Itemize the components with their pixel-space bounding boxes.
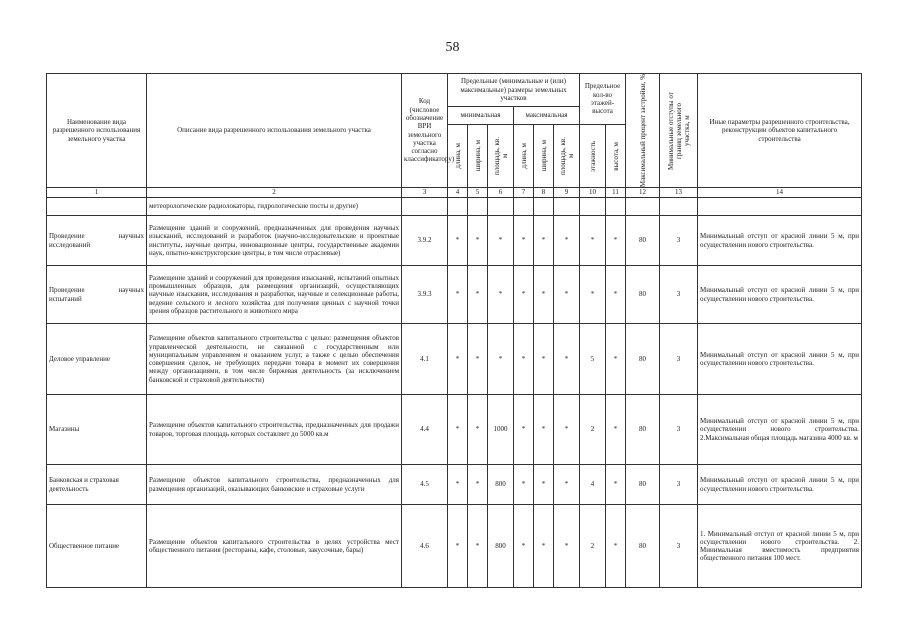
height: * xyxy=(606,216,626,266)
header-min-area: площадь, кв. м xyxy=(488,125,514,188)
min-setback: 3 xyxy=(660,216,698,266)
min-setback: 3 xyxy=(660,266,698,324)
header-description: Описание вида разрешенного использования земельного участка xyxy=(147,74,402,188)
storeys: 2 xyxy=(580,395,606,465)
use-code: 4.4 xyxy=(402,395,448,465)
min-width: * xyxy=(468,505,488,588)
storeys: 2 xyxy=(580,505,606,588)
min-length: * xyxy=(448,505,468,588)
header-min-length: длина, м xyxy=(448,125,468,188)
max-area: * xyxy=(554,216,580,266)
max-area: * xyxy=(554,465,580,505)
height: * xyxy=(606,395,626,465)
use-code: 3.9.2 xyxy=(402,216,448,266)
header-floors-height: Предельное кол-во этажей-высота xyxy=(580,74,626,125)
max-building-percent: 80 xyxy=(626,395,660,465)
max-width: * xyxy=(534,465,554,505)
table-row xyxy=(47,216,862,266)
max-area xyxy=(554,198,580,216)
other-parameters xyxy=(698,198,862,216)
max-area: * xyxy=(554,395,580,465)
max-length: * xyxy=(514,465,534,505)
column-number: 4 xyxy=(448,188,468,198)
table-row xyxy=(47,266,862,324)
header-max-length: длина, м xyxy=(514,125,534,188)
max-width: * xyxy=(534,395,554,465)
use-name: Банковская и страховая деятельность xyxy=(47,465,147,505)
other-parameters: Минимальный отступ от красной линии 5 м, при осуществлении нового строительства. xyxy=(698,324,862,395)
use-description: Размещение объектов капитального строительства, предназначенных для продажи товаров, торговая площадь которых составляет до 5000 кв.м xyxy=(147,395,402,465)
max-length xyxy=(514,198,534,216)
storeys xyxy=(580,198,606,216)
min-length: * xyxy=(448,266,468,324)
height xyxy=(606,198,626,216)
other-parameters: Минимальный отступ от красной линии 5 м, при осуществлении нового строительства. xyxy=(698,266,862,324)
min-area xyxy=(488,198,514,216)
min-length: * xyxy=(448,465,468,505)
use-description: Размещение объектов капитального строительства, предназначенных для размещения организаций, оказывающих банковские и страховые услуги xyxy=(147,465,402,505)
column-number: 2 xyxy=(147,188,402,198)
max-building-percent: 80 xyxy=(626,465,660,505)
table-row xyxy=(47,198,862,216)
min-width: * xyxy=(468,216,488,266)
use-name: Проведение научных исследований xyxy=(47,216,147,266)
height: * xyxy=(606,324,626,395)
header-code: Код (числовое обозначение ВРИ земельного участка согласно классификатору) xyxy=(402,74,448,188)
min-area: 1000 xyxy=(488,395,514,465)
column-number: 9 xyxy=(554,188,580,198)
min-width: * xyxy=(468,395,488,465)
other-parameters: Минимальный отступ от красной линии 5 м, при осуществлении нового строительства. xyxy=(698,465,862,505)
use-description: Размещение объектов капитального строительства в целях устройства мест общественного питания (рестораны, кафе, столовые, закусочные, бары) xyxy=(147,505,402,588)
header-min-width: ширина, м xyxy=(468,125,488,188)
header-plot-sizes: Предельные (минимальные и (или) максимальные) размеры земельных участков xyxy=(448,74,580,107)
storeys: * xyxy=(580,266,606,324)
column-number: 14 xyxy=(698,188,862,198)
column-number: 3 xyxy=(402,188,448,198)
min-setback xyxy=(660,198,698,216)
column-number: 11 xyxy=(606,188,626,198)
use-description: Размещение зданий и сооружений, предназначенных для проведения научных изысканий, исследований и разработок (научно-исследовательские и проектные институты, научные центры, инновационные центры, государственные академии наук, опытно-конструкторские центры, в том числе отраслевые) xyxy=(147,216,402,266)
height: * xyxy=(606,505,626,588)
min-length: * xyxy=(448,324,468,395)
min-area: * xyxy=(488,324,514,395)
max-length: * xyxy=(514,324,534,395)
max-width: * xyxy=(534,505,554,588)
max-building-percent: 80 xyxy=(626,505,660,588)
header-max-building-percent: Максимальный процент застройки, % xyxy=(626,74,660,188)
other-parameters: Минимальный отступ от красной линии 5 м, при осуществлении нового строительства. 2.Максимальная общая площадь магазина 4000 кв. м xyxy=(698,395,862,465)
header-min-setbacks: Минимальные отступы от границ земельного участка, м xyxy=(660,74,698,188)
min-length: * xyxy=(448,395,468,465)
land-use-regulations-table xyxy=(46,73,862,588)
min-width: * xyxy=(468,324,488,395)
header-other-parameters: Иные параметры разрешенного строительства, реконструкции объектов капитального строительства xyxy=(698,74,862,188)
max-width: * xyxy=(534,266,554,324)
min-setback: 3 xyxy=(660,395,698,465)
use-code: 3.9.3 xyxy=(402,266,448,324)
column-number: 5 xyxy=(468,188,488,198)
min-width: * xyxy=(468,266,488,324)
header-minimum: минимальная xyxy=(448,106,514,124)
column-number: 6 xyxy=(488,188,514,198)
column-number: 8 xyxy=(534,188,554,198)
header-height: высота, м xyxy=(606,125,626,188)
min-width: * xyxy=(468,465,488,505)
use-code: 4.6 xyxy=(402,505,448,588)
max-width: * xyxy=(534,216,554,266)
use-code xyxy=(402,198,448,216)
min-length xyxy=(448,198,468,216)
table-row xyxy=(47,505,862,588)
height: * xyxy=(606,465,626,505)
max-area: * xyxy=(554,324,580,395)
max-length: * xyxy=(514,216,534,266)
table-row xyxy=(47,395,862,465)
page-number: 58 xyxy=(445,40,460,55)
table-row xyxy=(47,465,862,505)
min-length: * xyxy=(448,216,468,266)
max-width: * xyxy=(534,324,554,395)
max-building-percent: 80 xyxy=(626,216,660,266)
max-width xyxy=(534,198,554,216)
use-description: Размещение зданий и сооружений для проведения изысканий, испытаний опытных промышленных образцов, для размещения организаций, осуществляющих научные изыскания, исследования и разработки, научные и селекционные работы, ведение сельского и лесного хозяйства для получения ценных с научной точки зрения образцов растительного и животного мира xyxy=(147,266,402,324)
max-length: * xyxy=(514,395,534,465)
max-length: * xyxy=(514,505,534,588)
min-area: * xyxy=(488,216,514,266)
use-description: Размещение объектов капитального строительства с целью: размещения объектов управленческой деятельности, не связанной с государственным или муниципальным управлением и оказанием услуг, а также с целью обеспечения совершения сделок, не требующих передачи товара в момент их совершения между организациями, в том числе биржевая деятельность (за исключением банковской и страховой деятельности) xyxy=(147,324,402,395)
min-area: 800 xyxy=(488,505,514,588)
min-setback: 3 xyxy=(660,324,698,395)
min-setback: 3 xyxy=(660,505,698,588)
column-number: 13 xyxy=(660,188,698,198)
max-building-percent: 80 xyxy=(626,266,660,324)
storeys: 4 xyxy=(580,465,606,505)
max-area: * xyxy=(554,505,580,588)
max-area: * xyxy=(554,266,580,324)
table-row xyxy=(47,324,862,395)
header-maximum: максимальная xyxy=(514,106,580,124)
use-name: Проведение научных испытаний xyxy=(47,266,147,324)
min-setback: 3 xyxy=(660,465,698,505)
column-number: 10 xyxy=(580,188,606,198)
min-width xyxy=(468,198,488,216)
max-length: * xyxy=(514,266,534,324)
header-max-area: площадь, кв. м xyxy=(554,125,580,188)
height: * xyxy=(606,266,626,324)
max-building-percent: 80 xyxy=(626,324,660,395)
header-use-name: Наименование вида разрешенного использования земельного участка xyxy=(47,74,147,188)
use-name: Магазины xyxy=(47,395,147,465)
column-number: 12 xyxy=(626,188,660,198)
column-number: 1 xyxy=(47,188,147,198)
storeys: * xyxy=(580,216,606,266)
header-max-width: ширина, м xyxy=(534,125,554,188)
other-parameters: 1. Минимальный отступ от красной линии 5 м, при осуществлении нового строительства. 2. Минимальная вместимость предприятия общественного питания 100 мест. xyxy=(698,505,862,588)
storeys: 5 xyxy=(580,324,606,395)
header-storeys: этажность xyxy=(580,125,606,188)
use-code: 4.1 xyxy=(402,324,448,395)
max-building-percent xyxy=(626,198,660,216)
use-name: Деловое управление xyxy=(47,324,147,395)
min-area: * xyxy=(488,266,514,324)
use-name: Общественное питание xyxy=(47,505,147,588)
use-description: метеорологические радиолокаторы, гидрологические посты и другие) xyxy=(147,198,402,216)
column-number: 7 xyxy=(514,188,534,198)
use-name xyxy=(47,198,147,216)
min-area: 800 xyxy=(488,465,514,505)
use-code: 4.5 xyxy=(402,465,448,505)
other-parameters: Минимальный отступ от красной линии 5 м, при осуществлении нового строительства. xyxy=(698,216,862,266)
